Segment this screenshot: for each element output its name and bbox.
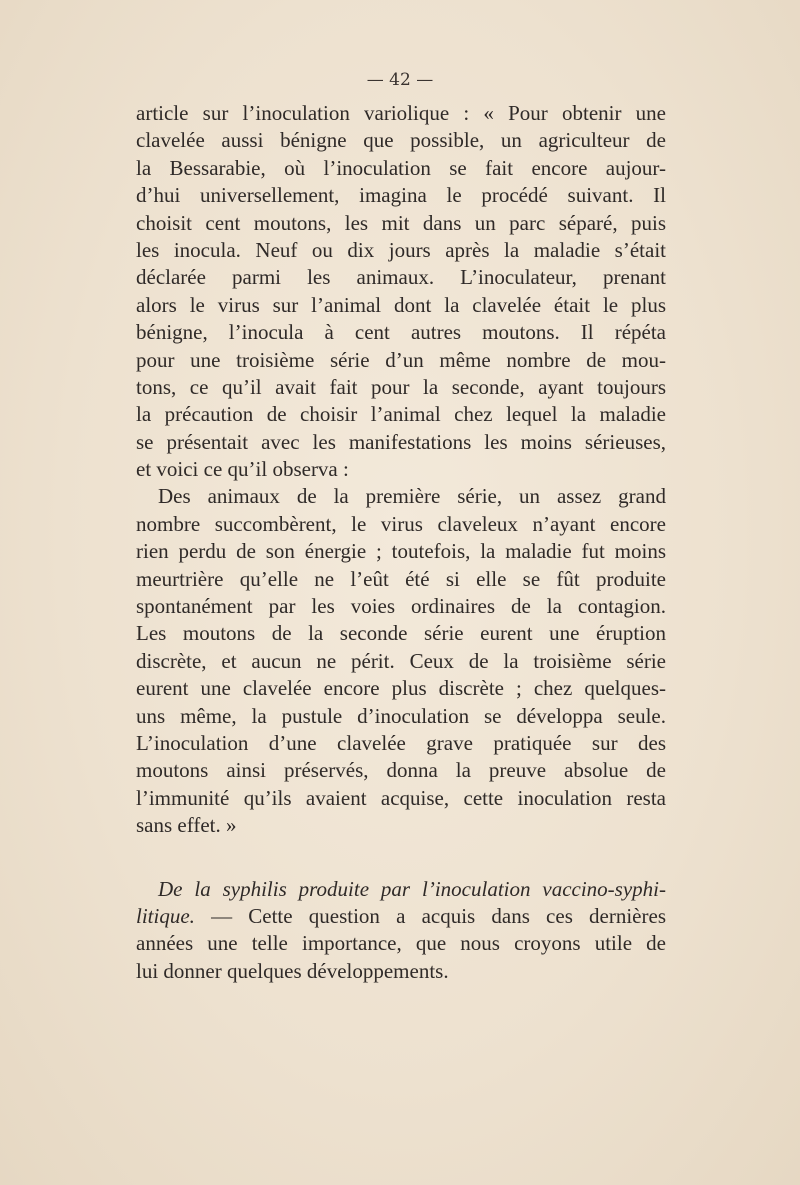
text-line: spontanément par les voies ordinaires de la contagion. (136, 594, 666, 619)
text-line: discrète, et aucun ne périt. Ceux de la troisième série (136, 648, 666, 673)
section-title: De la syphilis produite par l’inoculation vaccino-syphi- (158, 876, 666, 901)
text-line: moutons ainsi préservés, donna la preuve absolue de (136, 758, 666, 783)
paragraph-quote-start (136, 100, 666, 483)
text-line: années une telle importance, que nous croyons utile de (136, 931, 666, 956)
text-line: meurtrière qu’elle ne l’eût été si elle se fût produite (136, 566, 666, 591)
text-line: la Bessarabie, où l’inoculation se fait encore aujour- (136, 155, 666, 180)
paragraph-observation (136, 483, 666, 839)
text-line: bénigne, l’inocula à cent autres moutons. Il répéta (136, 320, 666, 345)
text-line: L’inoculation d’une clavelée grave pratiquée sur des (136, 730, 666, 755)
text-line: eurent une clavelée encore plus discrète ; chez quelques- (136, 676, 666, 701)
text-line: lui donner quelques développements. (136, 958, 449, 983)
text-line: nombre succombèrent, le virus claveleux n’ayant encore (136, 511, 666, 536)
text-line: déclarée parmi les animaux. L’inoculateur, prenant (136, 265, 666, 290)
section-text: — Cette question a acquis dans ces dernières (194, 903, 666, 928)
text-line: alors le virus sur l’animal dont la clavelée était le plus (136, 292, 666, 317)
text-line: article sur l’inoculation variolique : « Pour obtenir une (136, 101, 666, 125)
text-line: et voici ce qu’il observa : (136, 457, 349, 482)
section-gap (136, 840, 666, 876)
text-line: se présentait avec les manifestations les moins sérieuses, (136, 429, 666, 454)
section-syphilis (136, 876, 666, 986)
text-line: clavelée aussi bénigne que possible, un agriculteur de (136, 128, 666, 153)
text-line: Des animaux de la première série, un assez grand (158, 484, 666, 509)
text-line: l’immunité qu’ils avaient acquise, cette inoculation resta (136, 785, 666, 810)
text-line: Les moutons de la seconde série eurent une éruption (136, 621, 666, 646)
page-text (136, 100, 666, 985)
text-line: les inocula. Neuf ou dix jours après la maladie s’était (136, 237, 666, 262)
text-line: pour une troisième série d’un même nombre de mou- (136, 347, 666, 372)
text-line: d’hui universellement, imagina le procédé suivant. Il (136, 183, 666, 208)
text-line: uns même, la pustule d’inoculation se développa seule. (136, 703, 666, 728)
text-line: choisit cent moutons, les mit dans un parc séparé, puis (136, 210, 666, 235)
text-line: tons, ce qu’il avait fait pour la seconde, ayant toujours (136, 374, 666, 399)
text-line: la précaution de choisir l’animal chez lequel la maladie (136, 402, 666, 427)
text-line (136, 903, 666, 930)
section-title-end: litique. (136, 903, 195, 928)
text-line: sans effet. » (136, 813, 237, 838)
page-number: — 42 — (366, 70, 434, 90)
text-line: rien perdu de son énergie ; toutefois, la maladie fut moins (136, 539, 666, 564)
